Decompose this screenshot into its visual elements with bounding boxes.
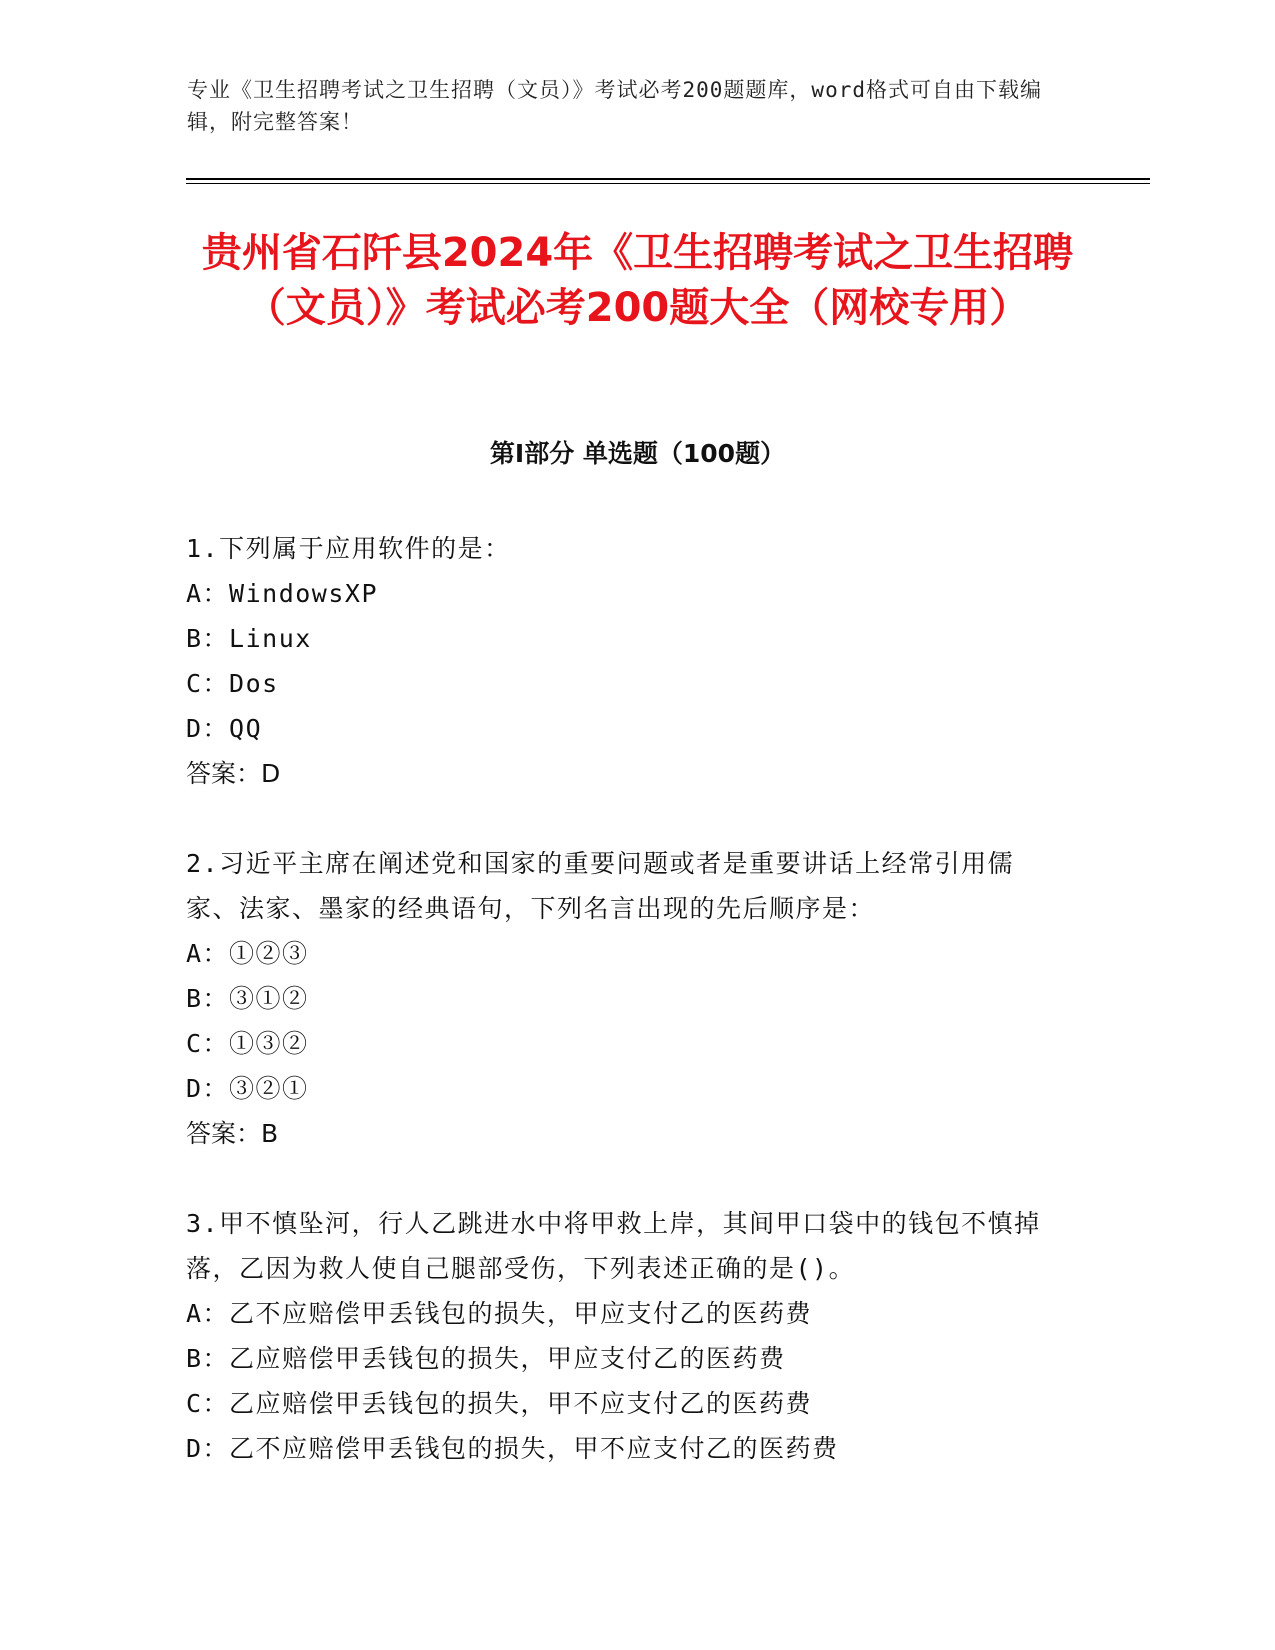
answer: 答案：B [186, 1119, 279, 1148]
option-b: B：乙应赔偿甲丢钱包的损失，甲应支付乙的医药费 [186, 1344, 786, 1373]
option-d: D：③②① [186, 1074, 309, 1103]
option-b: B：Linux [186, 624, 312, 653]
option-c: C：①③② [186, 1029, 309, 1058]
document-title: 贵州省石阡县2024年《卫生招聘考试之卫生招聘（文员）》考试必考200题大全（网校专用） [201, 230, 1074, 331]
option-c: C：乙应赔偿甲丢钱包的损失，甲不应支付乙的医药费 [186, 1389, 813, 1418]
header-note: 专业《卫生招聘考试之卫生招聘（文员）》考试必考200题题库，word格式可自由下载编辑，附完整答案！ [187, 78, 1042, 134]
question-stem: 1.下列属于应用软件的是： [186, 534, 511, 563]
option-c: C：Dos [186, 669, 279, 698]
option-a: A：①②③ [186, 939, 309, 968]
option-d: D：QQ [186, 714, 263, 743]
question-3 [186, 1201, 1066, 1471]
option-a: A：乙不应赔偿甲丢钱包的损失，甲应支付乙的医药费 [186, 1299, 813, 1328]
question-2 [186, 841, 1066, 1156]
header-divider-thick [186, 178, 1150, 180]
header-divider-thin [186, 183, 1150, 184]
option-b: B：③①② [186, 984, 309, 1013]
question-list [186, 526, 1066, 1516]
question-1 [186, 526, 1066, 796]
option-a: A：WindowsXP [186, 579, 379, 608]
option-d: D：乙不应赔偿甲丢钱包的损失，甲不应支付乙的医药费 [186, 1434, 839, 1463]
question-stem: 2.习近平主席在阐述党和国家的重要问题或者是重要讲话上经常引用儒家、法家、墨家的经典语句，下列名言出现的先后顺序是： [186, 849, 1015, 923]
section-title: 第I部分 单选题（100题） [489, 439, 786, 468]
question-stem: 3.甲不慎坠河，行人乙跳进水中将甲救上岸，其间甲口袋中的钱包不慎掉落，乙因为救人使自己腿部受伤，下列表述正确的是()。 [186, 1209, 1041, 1283]
answer: 答案：D [186, 759, 281, 788]
